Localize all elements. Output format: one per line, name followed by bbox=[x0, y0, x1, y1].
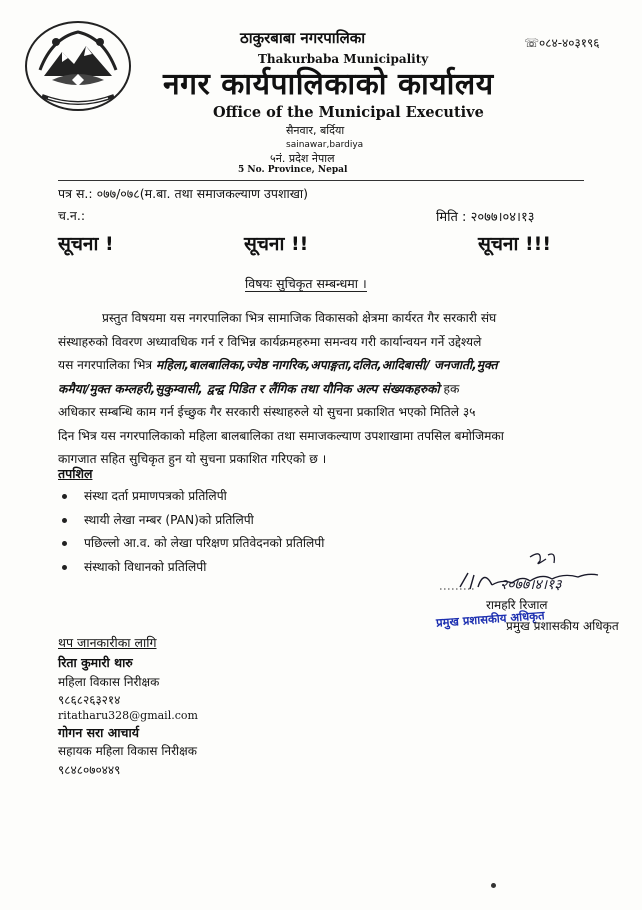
province-np: ५नं. प्रदेश नेपाल bbox=[270, 152, 335, 165]
bullet-icon bbox=[62, 541, 67, 546]
body-line: दिन भित्र यस नगरपालिकाको महिला बालबालिका तथा समाजकल्याण उपशाखामा तपसिल बमोजिमका bbox=[58, 428, 504, 443]
contact-1-name: रिता कुमारी थारु bbox=[58, 655, 133, 670]
nepal-emblem-logo bbox=[22, 18, 134, 114]
notice-heading-2: सूचना !! bbox=[244, 233, 309, 255]
reference-number: पत्र स.: ०७७/०७८(म.बा. तथा समाजकल्याण उपशाखा) bbox=[58, 186, 309, 201]
bullet-icon bbox=[62, 565, 67, 570]
office-phone: ☏०८४-४०३१९६ bbox=[524, 36, 600, 50]
address-en: sainawar,bardiya bbox=[286, 140, 364, 150]
body-line: अधिकार सम्बन्धि काम गर्न ईच्छुक गैर सरकारी संस्थाहरुले यो सुचना प्रकाशित भएको मितिले ३५ bbox=[58, 405, 476, 419]
subject-line: विषयः सुचिकृत सम्बन्धमा । bbox=[245, 276, 367, 291]
contact-2-name: गोगन सरा आचार्य bbox=[58, 725, 139, 740]
dispatch-number: च.न.: bbox=[58, 208, 86, 223]
contact-1-email[interactable]: ritatharu328@gmail.com bbox=[58, 709, 198, 722]
office-name-en: Office of the Municipal Executive bbox=[213, 104, 484, 121]
body-line: कमैया/मुक्त कम्लहरी,सुकुम्वासी, द्वन्द्व पिडित र लैंगिक तथा यौनिक अल्प संख्यकहरुको हक bbox=[58, 381, 460, 396]
body-line: प्रस्तुत विषयमा यस नगरपालिका भित्र सामाजिक विकासको क्षेत्रमा कार्यरत गैर सरकारी संघ bbox=[102, 311, 497, 325]
letter-date: मिति : २०७७।०४।१३ bbox=[436, 210, 535, 225]
bullet-icon bbox=[62, 494, 67, 499]
signatory-name: रामहरि रिजाल bbox=[486, 598, 548, 612]
office-name-np: नगर कार्यपालिकाको कार्यालय bbox=[163, 67, 494, 102]
address-np: सैनवार, बर्दिया bbox=[286, 124, 345, 137]
municipality-name-en: Thakurbaba Municipality bbox=[258, 52, 429, 66]
notice-heading-3: सूचना !!! bbox=[478, 233, 551, 255]
contact-1-phone: ९८६८२६३२१४ bbox=[58, 693, 121, 707]
municipality-name-np: ठाकुरबाबा नगरपालिका bbox=[240, 29, 366, 47]
notice-heading-1: सूचना ! bbox=[58, 233, 114, 255]
tapasil-heading: तपशिल bbox=[58, 466, 93, 481]
bullet-icon bbox=[62, 518, 67, 523]
contact-2-title: सहायक महिला विकास निरीक्षक bbox=[58, 744, 197, 758]
page-mark bbox=[491, 883, 496, 888]
body-line: संस्थाहरुको विवरण अध्यावधिक गर्न र विभिन्न कार्यक्रमहरुमा समन्वय गरी कार्यान्वयन गर्ने उद्देश्यले bbox=[58, 334, 482, 349]
signatory-title: प्रमुख प्रशासकीय अधिकृत bbox=[506, 619, 619, 633]
header-divider bbox=[58, 180, 584, 181]
notice-body bbox=[58, 307, 588, 472]
body-line: यस नगरपालिका भित्र महिला,बालबालिका,ज्येष्ठ नागरिक,अपाङ्गता,दलित,आदिबासी/ जनजाती,मुक्त bbox=[58, 358, 498, 372]
signature-date-text: २०७७।४।१३ bbox=[500, 577, 562, 593]
contact-1-title: महिला विकास निरीक्षक bbox=[58, 675, 160, 689]
contact-2-phone: ९८४८०७०४४९ bbox=[58, 763, 121, 777]
official-stamp: प्रमुख प्रशासकीय अधिकृत bbox=[435, 608, 545, 630]
contact-heading: थप जानकारीका लागि bbox=[58, 635, 157, 650]
body-line: कागजात सहित सुचिकृत हुन यो सुचना प्रकाशित गरिएको छ । bbox=[58, 452, 327, 466]
province-en: 5 No. Province, Nepal bbox=[238, 165, 348, 175]
